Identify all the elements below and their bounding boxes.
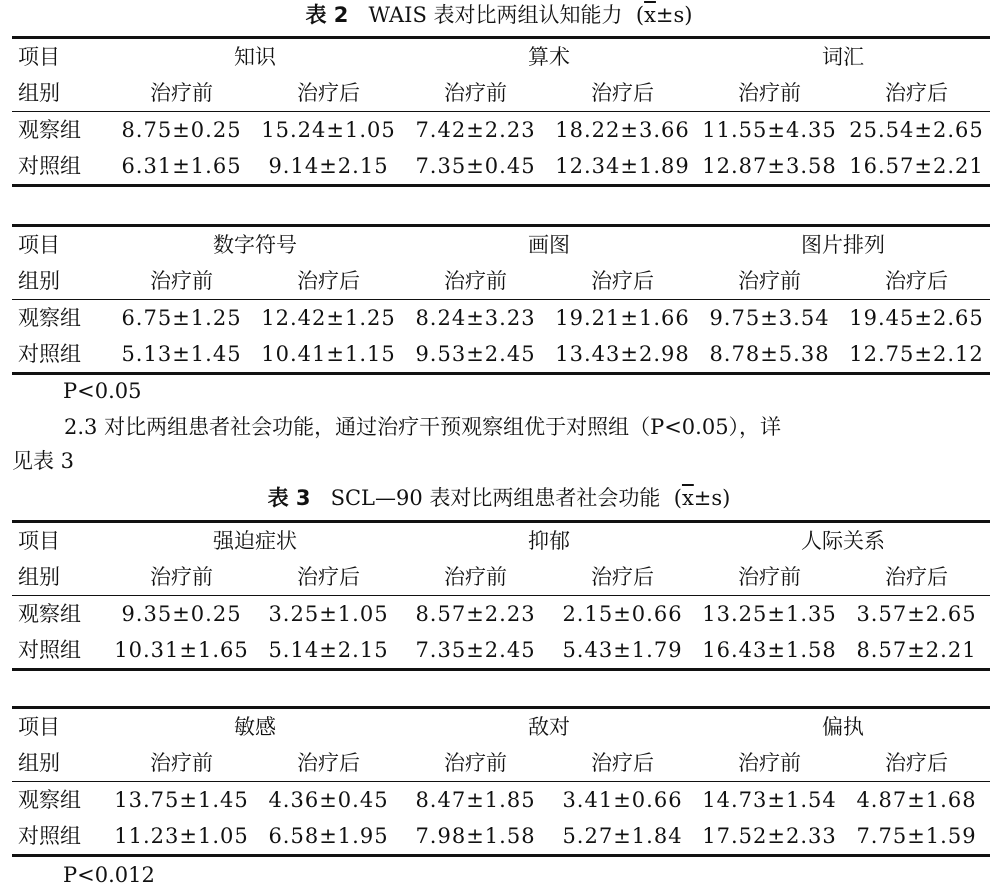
table-cell: 15.24±1.05 [261, 118, 396, 142]
sub-header: 治疗后 [549, 559, 696, 596]
table-cell: 13.43±2.98 [549, 336, 696, 374]
table-cell: 14.73±1.54 [702, 788, 837, 812]
row-header-item: 项目 [12, 522, 108, 560]
table-cell: 8.24±3.23 [415, 306, 536, 330]
table-3-caption [0, 485, 998, 511]
table-3-stat-rest: ±s) [693, 486, 731, 510]
table-3-stat-x: $\overline{x}$ [681, 486, 694, 510]
table-cell: 12.42±1.25 [261, 306, 396, 330]
sub-header: 治疗后 [255, 745, 402, 782]
table-cell: 4.36±0.45 [268, 788, 389, 812]
sub-header: 治疗前 [402, 559, 549, 596]
table-cell: 19.45±2.65 [849, 306, 984, 330]
table-cell: 13.25±1.35 [702, 602, 837, 626]
group-header: 强迫症状 [108, 522, 402, 560]
table-row [12, 818, 990, 856]
group-header: 人际关系 [696, 522, 990, 560]
table-cell: 7.35±2.45 [402, 632, 549, 670]
group-header: 数字符号 [108, 226, 402, 264]
table-cell: 5.43±1.79 [549, 632, 696, 670]
table-3-part-2 [12, 706, 990, 857]
group-header: 词汇 [696, 38, 990, 76]
table-cell: 18.22±3.66 [555, 118, 690, 142]
table-cell: 7.75±1.59 [843, 818, 990, 856]
table-cell: 4.87±1.68 [856, 788, 977, 812]
paragraph-line-2: 见表 3 [12, 449, 75, 473]
table-subheader-row [12, 263, 990, 300]
group-header: 敏感 [108, 708, 402, 746]
table-2-stat-rest: ±s) [655, 3, 693, 27]
table-3-title: SCL—90 表对比两组患者社会功能 [330, 486, 661, 510]
table-2-note: P<0.05 [63, 379, 142, 403]
table-3-part-1 [12, 520, 990, 671]
sub-header: 治疗后 [843, 75, 990, 112]
sub-header: 治疗前 [402, 263, 549, 300]
row-label: 对照组 [12, 632, 108, 670]
group-header: 画图 [402, 226, 696, 264]
sub-header: 治疗后 [255, 559, 402, 596]
table-row [12, 148, 990, 186]
table-cell: 12.87±3.58 [696, 148, 843, 186]
table-subheader-row [12, 75, 990, 112]
group-header: 知识 [108, 38, 402, 76]
table-subheader-row [12, 559, 990, 596]
sub-header: 治疗前 [402, 75, 549, 112]
sub-header: 治疗前 [696, 75, 843, 112]
table-cell: 5.14±2.15 [255, 632, 402, 670]
section-2-3-paragraph [12, 410, 990, 478]
table-cell: 10.41±1.15 [255, 336, 402, 374]
table-cell: 13.75±1.45 [114, 788, 249, 812]
row-label: 对照组 [12, 818, 108, 856]
table-cell: 7.98±1.58 [402, 818, 549, 856]
table-cell: 6.31±1.65 [108, 148, 255, 186]
sub-header: 治疗前 [402, 745, 549, 782]
table-cell: 8.57±2.21 [843, 632, 990, 670]
table-cell: 9.53±2.45 [402, 336, 549, 374]
table-cell: 5.13±1.45 [108, 336, 255, 374]
sub-header: 治疗后 [255, 263, 402, 300]
table-cell: 9.14±2.15 [255, 148, 402, 186]
table-2-part-1 [12, 36, 990, 187]
table-header-row [12, 708, 990, 746]
row-header-item: 项目 [12, 226, 108, 264]
table-cell: 19.21±1.66 [555, 306, 690, 330]
table-cell: 9.75±3.54 [709, 306, 830, 330]
table-row [12, 596, 990, 633]
sub-header: 治疗后 [843, 263, 990, 300]
table-cell: 8.47±1.85 [415, 788, 536, 812]
table-2-label: 表 2 [305, 3, 349, 27]
table-3-paren: ( [673, 486, 682, 510]
sub-header: 治疗前 [108, 263, 255, 300]
table-cell: 12.75±2.12 [843, 336, 990, 374]
table-cell: 12.34±1.89 [549, 148, 696, 186]
table-cell: 7.42±2.23 [415, 118, 536, 142]
table-cell: 6.58±1.95 [255, 818, 402, 856]
row-label: 对照组 [12, 336, 108, 374]
table-2-paren: ( [635, 3, 645, 27]
table-cell: 16.57±2.21 [843, 148, 990, 186]
table-cell: 11.23±1.05 [108, 818, 255, 856]
sub-header: 治疗前 [108, 75, 255, 112]
table-cell: 16.43±1.58 [696, 632, 843, 670]
table-3-label: 表 3 [267, 486, 311, 510]
sub-header: 治疗后 [255, 75, 402, 112]
group-header: 抑郁 [402, 522, 696, 560]
table-cell: 10.31±1.65 [108, 632, 255, 670]
table-2-caption [0, 2, 998, 28]
row-label: 观察组 [18, 306, 81, 330]
table-cell: 6.75±1.25 [121, 306, 242, 330]
sub-header: 治疗后 [549, 75, 696, 112]
table-cell: 3.57±2.65 [856, 602, 977, 626]
row-header-group: 组别 [12, 745, 108, 782]
table-row [12, 632, 990, 670]
table-header-row [12, 522, 990, 560]
group-header: 偏执 [696, 708, 990, 746]
row-header-item: 项目 [12, 38, 108, 76]
sub-header: 治疗后 [549, 263, 696, 300]
row-header-group: 组别 [12, 559, 108, 596]
sub-header: 治疗前 [696, 559, 843, 596]
table-3-note: P<0.012 [63, 863, 155, 887]
table-subheader-row [12, 745, 990, 782]
row-label: 观察组 [18, 118, 81, 142]
row-header-item: 项目 [12, 708, 108, 746]
table-2-part-2 [12, 224, 990, 375]
group-header: 算术 [402, 38, 696, 76]
table-cell: 2.15±0.66 [562, 602, 683, 626]
sub-header: 治疗前 [696, 263, 843, 300]
table-cell: 5.27±1.84 [549, 818, 696, 856]
group-header: 敌对 [402, 708, 696, 746]
sub-header: 治疗后 [843, 745, 990, 782]
sub-header: 治疗前 [696, 745, 843, 782]
row-header-group: 组别 [12, 263, 108, 300]
sub-header: 治疗后 [843, 559, 990, 596]
table-cell: 8.57±2.23 [415, 602, 536, 626]
table-row [12, 112, 990, 149]
table-cell: 25.54±2.65 [849, 118, 984, 142]
group-header: 图片排列 [696, 226, 990, 264]
row-label: 对照组 [12, 148, 108, 186]
table-cell: 8.75±0.25 [121, 118, 242, 142]
sub-header: 治疗后 [549, 745, 696, 782]
table-cell: 17.52±2.33 [696, 818, 843, 856]
table-cell: 3.41±0.66 [562, 788, 683, 812]
table-header-row [12, 226, 990, 264]
table-cell: 11.55±4.35 [702, 118, 837, 142]
table-2-stat-x: $\overline{x}$ [644, 3, 656, 27]
table-row [12, 782, 990, 819]
table-row [12, 300, 990, 337]
table-header-row [12, 38, 990, 76]
row-label: 观察组 [18, 788, 81, 812]
sub-header: 治疗前 [108, 745, 255, 782]
row-header-group: 组别 [12, 75, 108, 112]
table-2-title: WAIS 表对比两组认知能力 [368, 3, 623, 27]
sub-header: 治疗前 [108, 559, 255, 596]
table-cell: 8.78±5.38 [696, 336, 843, 374]
paragraph-line-1: 2.3 对比两组患者社会功能，通过治疗干预观察组优于对照组（P<0.05），详 [64, 415, 782, 439]
row-label: 观察组 [18, 602, 81, 626]
table-cell: 9.35±0.25 [121, 602, 242, 626]
table-cell: 3.25±1.05 [268, 602, 389, 626]
table-cell: 7.35±0.45 [402, 148, 549, 186]
table-row [12, 336, 990, 374]
